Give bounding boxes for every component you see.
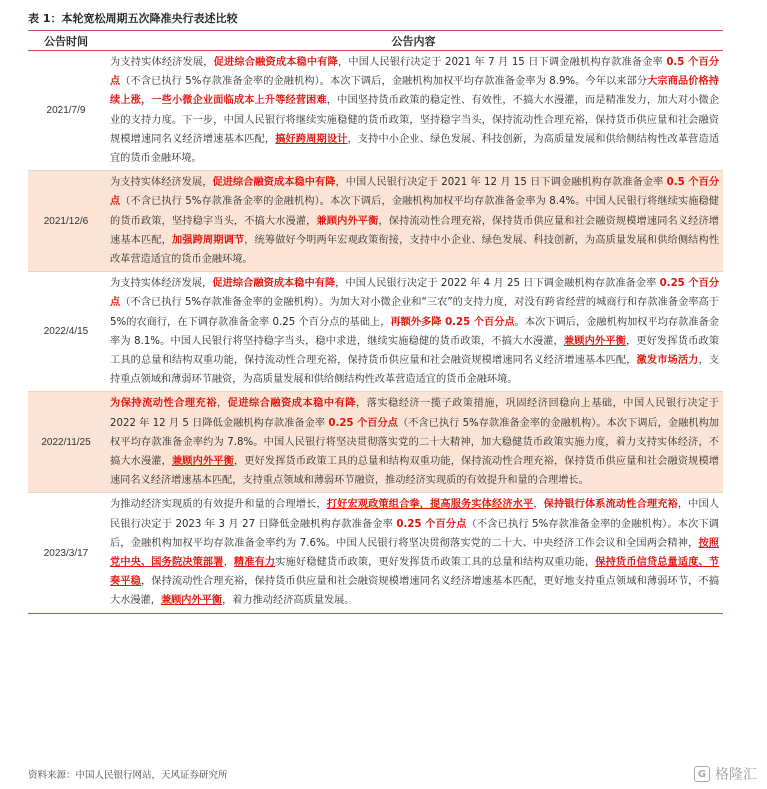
highlighted-phrase: 促进综合融资成本稳中有降 xyxy=(212,278,336,290)
text-segment: ，保持流动性合理充裕，保持货币供应量和社会融资规模增速同名义经济增速基本匹配，更好地支持重点领域和薄弱环节，不搞大水漫灌， xyxy=(110,576,720,607)
watermark-text: 格隆汇 xyxy=(715,767,757,783)
text-segment: ，中国人民银行决定于 2021 年 7 月 15 日下调金融机构存款准备金率 xyxy=(338,57,667,68)
highlighted-phrase: 促进综合融资成本稳中有降 xyxy=(212,177,336,189)
text-segment: 为支持实体经济发展， xyxy=(110,278,213,290)
header-content: 公告内容 xyxy=(104,31,723,51)
announcement-date: 2021/7/9 xyxy=(28,51,104,171)
table-row xyxy=(28,171,723,272)
highlighted-phrase: 再额外多降 0.25 个百分点 xyxy=(390,316,515,328)
text-segment: ，支持重点领域和薄弱环节融资，为高质量发展和供给侧结构性改革营造适宜的货币金融环境。 xyxy=(110,355,720,386)
policy-comparison-table xyxy=(28,30,723,614)
table-caption: 表 1：本轮宽松周期五次降准央行表述比较 xyxy=(28,12,238,25)
highlighted-phrase: 保持货币信贷总量适度、节奏平稳 xyxy=(110,557,720,588)
table-row xyxy=(28,51,723,171)
text-segment: ，着力推动经济高质量发展。 xyxy=(222,595,355,607)
highlighted-phrase: 0.5 个百分点 xyxy=(110,177,720,208)
highlighted-phrase: 0.25 个百分点 xyxy=(396,518,467,530)
announcement-date: 2022/4/15 xyxy=(28,272,104,392)
announcement-content xyxy=(104,493,723,613)
highlighted-phrase: 0.25 个百分点 xyxy=(328,417,398,429)
highlighted-phrase: 为保持流动性合理充裕 xyxy=(110,398,217,410)
text-segment: ，中国坚持货币政策的稳定性、有效性，不搞大水漫灌，而是精准发力，加大对小微企业的支持力度。下一步，中国人民银行将继续实施稳健的货币政策，坚持稳字当头，保持流动性合理充裕，保持货币供应量和社会融资规模增速同名义经济增速基本匹配， xyxy=(110,95,719,145)
highlighted-phrase: 兼顾内外平衡 xyxy=(563,335,626,347)
text-segment: ，更好发挥货币政策工具的总量和结构双重功能，保持流动性合理充裕，保持货币供应量和社会融资规模增速同名义经济增速基本匹配， xyxy=(110,335,720,367)
highlighted-phrase: 兼顾内外平衡 xyxy=(160,595,223,607)
header-date: 公告时间 xyxy=(28,31,104,51)
announcement-content xyxy=(104,171,723,272)
table-header-row xyxy=(28,31,723,51)
text-segment: ，中国人民银行决定于 2021 年 12 月 15 日下调金融机构存款准备金率 xyxy=(335,177,667,189)
announcement-date: 2023/3/17 xyxy=(28,493,104,613)
highlighted-phrase: 激发市场活力 xyxy=(636,355,699,367)
text-segment: 为支持实体经济发展， xyxy=(110,177,213,189)
highlighted-phrase: 按照党中央、国务院决策部署 xyxy=(110,537,719,569)
text-segment: （不含已执行 5%存款准备金率的金融机构）。本次下调后，金融机构加权平均存款准备金率约为 7.8%。中国人民银行将坚决贯彻落实党的二十大精神，加大稳健货币政策实施力度，着力支持实体经济，不搞大水漫灌， xyxy=(110,417,719,468)
highlighted-phrase: 0.5 个百分点 xyxy=(110,57,720,88)
logo-icon: G xyxy=(694,766,710,782)
highlighted-phrase: 兼顾内外平衡 xyxy=(171,456,234,468)
text-segment: ，中国人民银行决定于 2023 年 3 月 27 日降低金融机构存款准备金率 xyxy=(110,499,720,530)
text-segment: ，中国人民银行决定于 2022 年 4 月 25 日下调金融机构存款准备金率 xyxy=(335,278,660,290)
text-segment: 为推动经济实现质的有效提升和量的合理增长， xyxy=(110,499,327,511)
text-segment: 为支持实体经济发展， xyxy=(110,57,214,68)
source-note: 资料来源：中国人民银行网站，天风证券研究所 xyxy=(28,770,228,781)
table-row xyxy=(28,493,723,613)
highlighted-phrase: 大宗商品价格持续上涨，一些小微企业面临成本上升等经营困难 xyxy=(110,76,719,107)
highlighted-phrase: 加强跨周期调节 xyxy=(171,234,245,246)
text-segment: ，统筹做好今明两年宏观政策衔接，支持中小企业、绿色发展、科技创新，为高质量发展和供给侧结构性改革营造适宜的货币金融环境。 xyxy=(110,234,720,266)
highlighted-phrase: 促进综合融资成本稳中有降 xyxy=(227,398,356,410)
table-row xyxy=(28,272,723,392)
announcement-content xyxy=(104,51,723,171)
highlighted-phrase: 搞好跨周期设计 xyxy=(275,133,348,145)
highlighted-phrase: 0.25 个百分点 xyxy=(110,278,720,309)
announcement-content xyxy=(104,272,723,392)
highlighted-phrase: 打好宏观政策组合拳，提高服务实体经济水平 xyxy=(326,499,534,511)
text-segment: ，支持中小企业、绿色发展、科技创新，为高质量发展和供给侧结构性改革营造适宜的货币金融环境。 xyxy=(110,133,720,165)
text-segment: ， xyxy=(533,499,544,511)
text-segment: （不含已执行 5%存款准备金率的金融机构）。本次下调后，金融机构加权平均存款准备金率为 8.9%。今年以来部分 xyxy=(120,76,648,88)
announcement-date: 2021/12/6 xyxy=(28,171,104,272)
text-segment: （不含已执行 5%存款准备金率的金融机构）。本次下调后，金融机构加权平均存款准备金率为 8.4%。中国人民银行将继续实施稳健的货币政策，坚持稳字当头，不搞大水漫灌， xyxy=(110,196,719,227)
highlighted-phrase: 兼顾内外平衡 xyxy=(316,215,379,227)
text-segment: （不含已执行 5%存款准备金率的金融机构）。本次下调后，金融机构加权平均存款准备金率约为 7.6%。中国人民银行将坚决贯彻落实党的二十大、中央经济工作会议和全国两会精神， xyxy=(110,518,719,549)
text-segment: 。本次下调后，金融机构加权平均存款准备金率为 8.1%。中国人民银行将坚持稳字当头，稳中求进，继续实施稳健的货币政策，不搞大水漫灌， xyxy=(110,316,719,347)
text-segment: ， xyxy=(216,398,228,410)
highlighted-phrase: 促进综合融资成本稳中有降 xyxy=(213,57,338,68)
table-row xyxy=(28,392,723,493)
highlighted-phrase: 精准有力 xyxy=(233,557,276,569)
text-segment: ，落实稳经济一揽子政策措施，巩固经济回稳向上基础，中国人民银行决定于 2022 年 12 月 5 日降低金融机构存款准备金率 xyxy=(110,398,720,429)
text-segment: ，保持流动性合理充裕，保持货币供应量和社会融资规模增速同名义经济增速基本匹配， xyxy=(110,215,720,246)
text-segment: ，更好发挥货币政策工具的总量和结构双重功能，保持流动性合理充裕，保持货币供应量和社会融资规模增速同名义经济增速基本匹配，支持重点领域和薄弱环节融资，推动经济实现质的有效提升和量的合理增长。 xyxy=(110,456,720,487)
highlighted-phrase: 保持银行体系流动性合理充裕 xyxy=(543,499,678,511)
announcement-content xyxy=(104,392,723,493)
text-segment: ， xyxy=(223,557,234,569)
text-segment: （不含已执行 5%存款准备金率的金融机构）。为加大对小微企业和“三农”的支持力度，对没有跨省经营的城商行和存款准备金率高于 5%的农商行，在下调存款准备金率 0.25 个百分点的基础上， xyxy=(110,297,719,328)
text-segment: 实施好稳健货币政策，更好发挥货币政策工具的总量和结构双重功能， xyxy=(275,557,596,569)
table-body xyxy=(28,51,723,614)
announcement-date: 2022/11/25 xyxy=(28,392,104,493)
watermark-logo xyxy=(694,764,757,784)
